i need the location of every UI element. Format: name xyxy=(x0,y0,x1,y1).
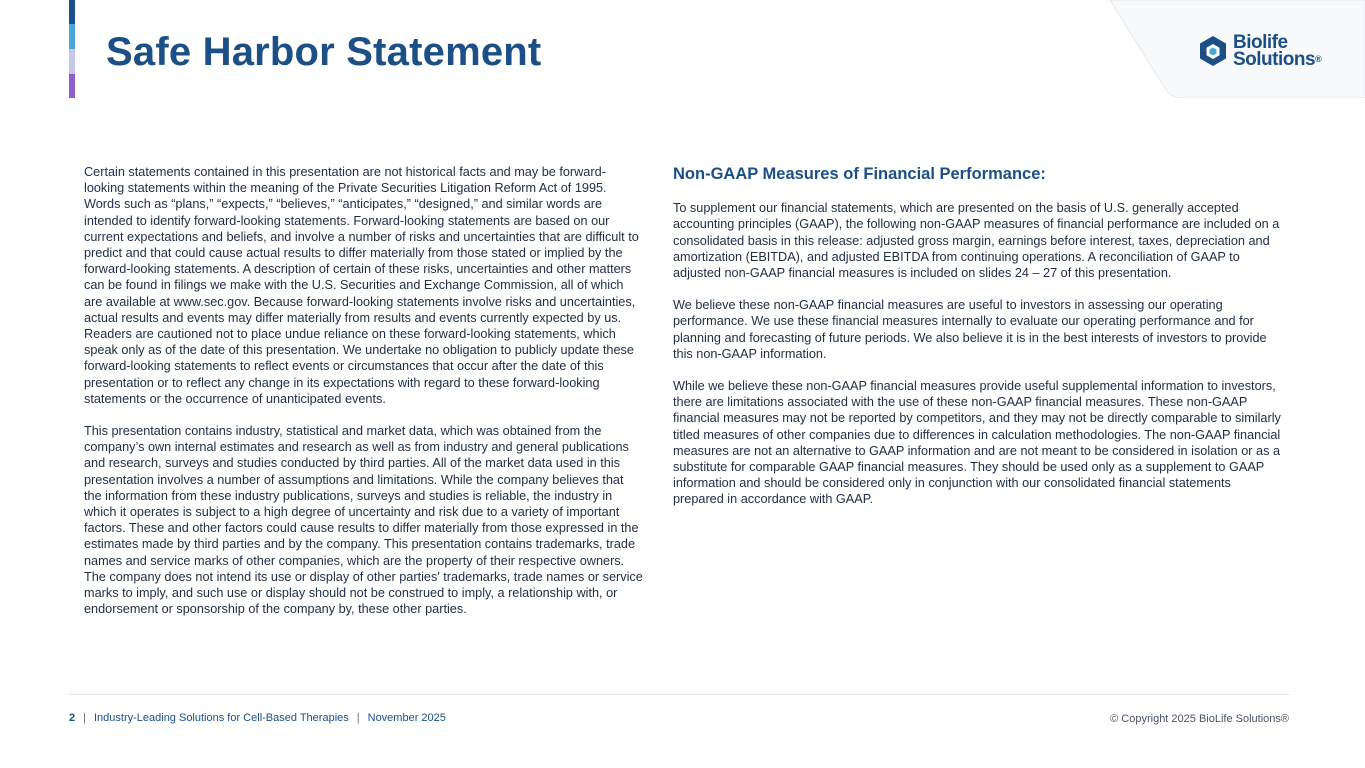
accent-bar-segment-3 xyxy=(69,49,75,74)
footer-separator: | xyxy=(83,712,86,724)
footer-divider xyxy=(69,694,1290,695)
logo-line-2: Solutions xyxy=(1233,49,1316,70)
safe-harbor-text xyxy=(84,164,644,633)
non-gaap-paragraph-3: While we believe these non-GAAP financial measures provide useful supplemental information to investors, there are limitations associated with the use of these non-GAAP financial measures. These non-GAAP financial measures may not be reported by competitors, and they may not be directly comparable to similarly titled measures of other companies due to differences in calculation methodologies. The non-GAAP financial measures are not an alternative to GAAP information and are not meant to be considered in isolation or as a substitute for comparable GAAP financial measures. They should be used only as a supplement to GAAP information and should be considered only in conjunction with our consolidated financial statements prepared in accordance with GAAP. xyxy=(673,379,1281,507)
logo-registered-mark: ® xyxy=(1315,54,1322,64)
page-title: Safe Harbor Statement xyxy=(106,30,542,74)
non-gaap-section xyxy=(673,166,1285,524)
footer-info xyxy=(69,712,446,724)
logo-line-1: Biolife xyxy=(1233,32,1288,53)
accent-bar-segment-1 xyxy=(69,0,75,24)
non-gaap-paragraph-2: We believe these non-GAAP financial measures are useful to investors in assessing our operating performance. We use these financial measures internally to evaluate our operating performance and for planning and forecasting of future periods. We also believe it is in the best interests of investors to provide this non-GAAP information. xyxy=(673,298,1267,361)
non-gaap-heading: Non-GAAP Measures of Financial Performance: xyxy=(673,165,1046,183)
page-number: 2 xyxy=(69,712,76,724)
footer-separator: | xyxy=(356,712,360,724)
safe-harbor-paragraph-1: Certain statements contained in this presentation are not historical facts and may be forward-looking statements within the meaning of the Private Securities Litigation Reform Act of 1995. Words such as “plans,” “expects,” “believes,” “anticipates,” “designed,” and similar words are intended to identify forward-looking statements. Forward-looking statements are based on our current expectations and beliefs, and involve a number of risks and uncertainties that are difficult to predict and that could cause actual results to differ materially from those stated or implied by the forward-looking statements. A description of certain of these risks, uncertainties and other matters can be found in filings we make with the U.S. Securities and Exchange Commission, all of which are available at www.sec.gov. Because forward-looking statements involve risks and uncertainties, actual results and events may differ materially from results and events currently expected by us. Readers are cautioned not to place undue reliance on these forward-looking statements, which speak only as of the date of this presentation. We undertake no obligation to publicly update these forward-looking statements to reflect events or circumstances that occur after the date of this presentation or to reflect any change in its expectations with regard to these forward-looking statements or the occurrence of unanticipated events. xyxy=(84,165,639,406)
footer-date: November 2025 xyxy=(367,712,446,724)
safe-harbor-paragraph-2: This presentation contains industry, statistical and market data, which was obtained from the company’s own internal estimates and research as well as from industry and general publications and research, surveys and studies conducted by third parties. All of the market data used in this presentation involves a number of assumptions and limitations. While the company believes that the information from these industry publications, surveys and studies is reliable, the industry in which it operates is subject to a high degree of uncertainty and risk due to a variety of important factors. These and other factors could cause results to differ materially from those expressed in the estimates made by third parties and by the company. This presentation contains trademarks, trade names and service marks of other companies, which are the property of their respective owners. The company does not intend its use or display of other parties' trademarks, trade names or service marks to imply, and such use or display should not be construed to imply, a relationship with, or endorsement or sponsorship of the company by, these other parties. xyxy=(84,424,643,617)
accent-bar-segment-2 xyxy=(69,24,75,49)
company-logo xyxy=(1233,34,1321,68)
accent-bar-segment-4 xyxy=(69,74,75,98)
hexagon-cube-icon xyxy=(1199,35,1227,67)
footer-tagline: Industry-Leading Solutions for Cell-Based Therapies xyxy=(93,712,349,724)
non-gaap-paragraph-1: To supplement our financial statements, which are presented on the basis of U.S. generally accepted accounting principles (GAAP), the following non-GAAP measures of financial performance are included on a consolidated basis in this release: adjusted gross margin, earnings before interest, taxes, depreciation and amortization (EBITDA), and adjusted EBITDA from continuing operations. A reconciliation of GAAP to adjusted non-GAAP financial measures is included on slides 24 – 27 of this presentation. xyxy=(673,201,1280,281)
footer-copyright: © Copyright 2025 BioLife Solutions® xyxy=(1110,713,1289,725)
